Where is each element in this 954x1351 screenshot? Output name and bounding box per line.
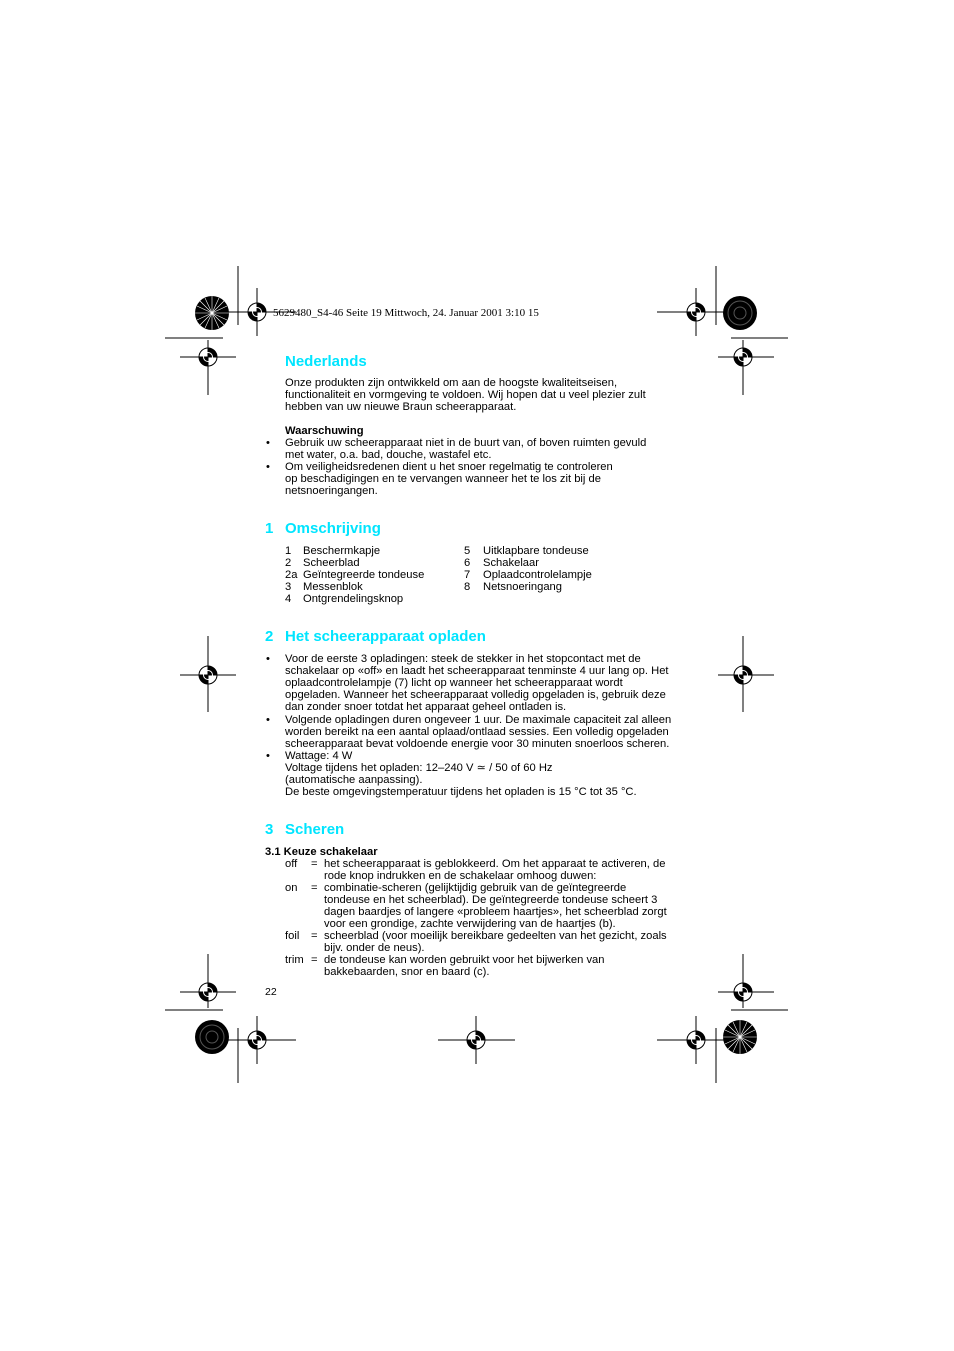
color-target-icon (723, 296, 757, 330)
page-number: 22 (265, 986, 277, 998)
charging-item: Voor de eerste 3 opladingen: steek de stekker in het stopcontact met de schakelaar op «off» en laadt het scheerapparaat tenminste 4 uur lang op. Het oplaadcontrolelampje (7) licht op wanneer het scheerapparaat wordt opgeladen. Wanneer het scheerapparaat volledig opgeladen is, gebruik deze dan zonder snoer totdat het apparaat geheel ontladen is. (285, 653, 669, 713)
starburst-target-icon (723, 1020, 757, 1054)
bullet: • (266, 750, 270, 762)
subsection-heading: 3.1 Keuze schakelaar (265, 846, 378, 858)
section-heading-scheren: 3 Scheren (265, 821, 345, 838)
charging-item: Wattage: 4 W Voltage tijdens het opladen: 12–240 V ≃ / 50 of 60 Hz (automatische aanpassing). De beste omgevingstemperatuur tijdens het opladen is 15 °C tot 35 °C. (285, 750, 637, 798)
bullet: • (266, 461, 270, 473)
starburst-target-icon (195, 296, 229, 330)
warning-heading: Waarschuwing (285, 425, 364, 437)
warning-item: Om veiligheidsredenen dient u het snoer regelmatig te controleren op beschadigingen en te vervangen wanneer het te los zit bij de netsnoeringangen. (285, 461, 613, 497)
intro-paragraph: Onze produkten zijn ontwikkeld om aan de hoogste kwaliteitseisen, functionaliteit en vormgeving te voldoen. Wij hopen dat u veel plezier zult hebben van uw nieuwe Braun scheerapparaat. (285, 377, 646, 413)
page-title: Nederlands (285, 353, 367, 370)
bullet: • (266, 653, 270, 665)
charging-item: Volgende opladingen duren ongeveer 1 uur. De maximale capaciteit zal alleen worden bereikt na een aantal oplaad/ontlaad sessies. Een volledig opgeladen scheerapparaat bevat voldoende energie voor 30 minuten snoerloos scheren. (285, 714, 672, 750)
section-heading-opladen: 2 Het scheerapparaat opladen (265, 628, 486, 645)
bullet: • (266, 437, 270, 449)
section-heading-omschrijving: 1 Omschrijving (265, 520, 381, 537)
bullet: • (266, 714, 270, 726)
warning-item: Gebruik uw scheerapparaat niet in de buurt van, of boven ruimten gevuld met water, o.a. bad, douche, wastafel etc. (285, 437, 647, 461)
color-target-icon (195, 1020, 229, 1054)
print-slug: 5629480_S4-46 Seite 19 Mittwoch, 24. Januar 2001 3:10 15 (273, 307, 539, 319)
